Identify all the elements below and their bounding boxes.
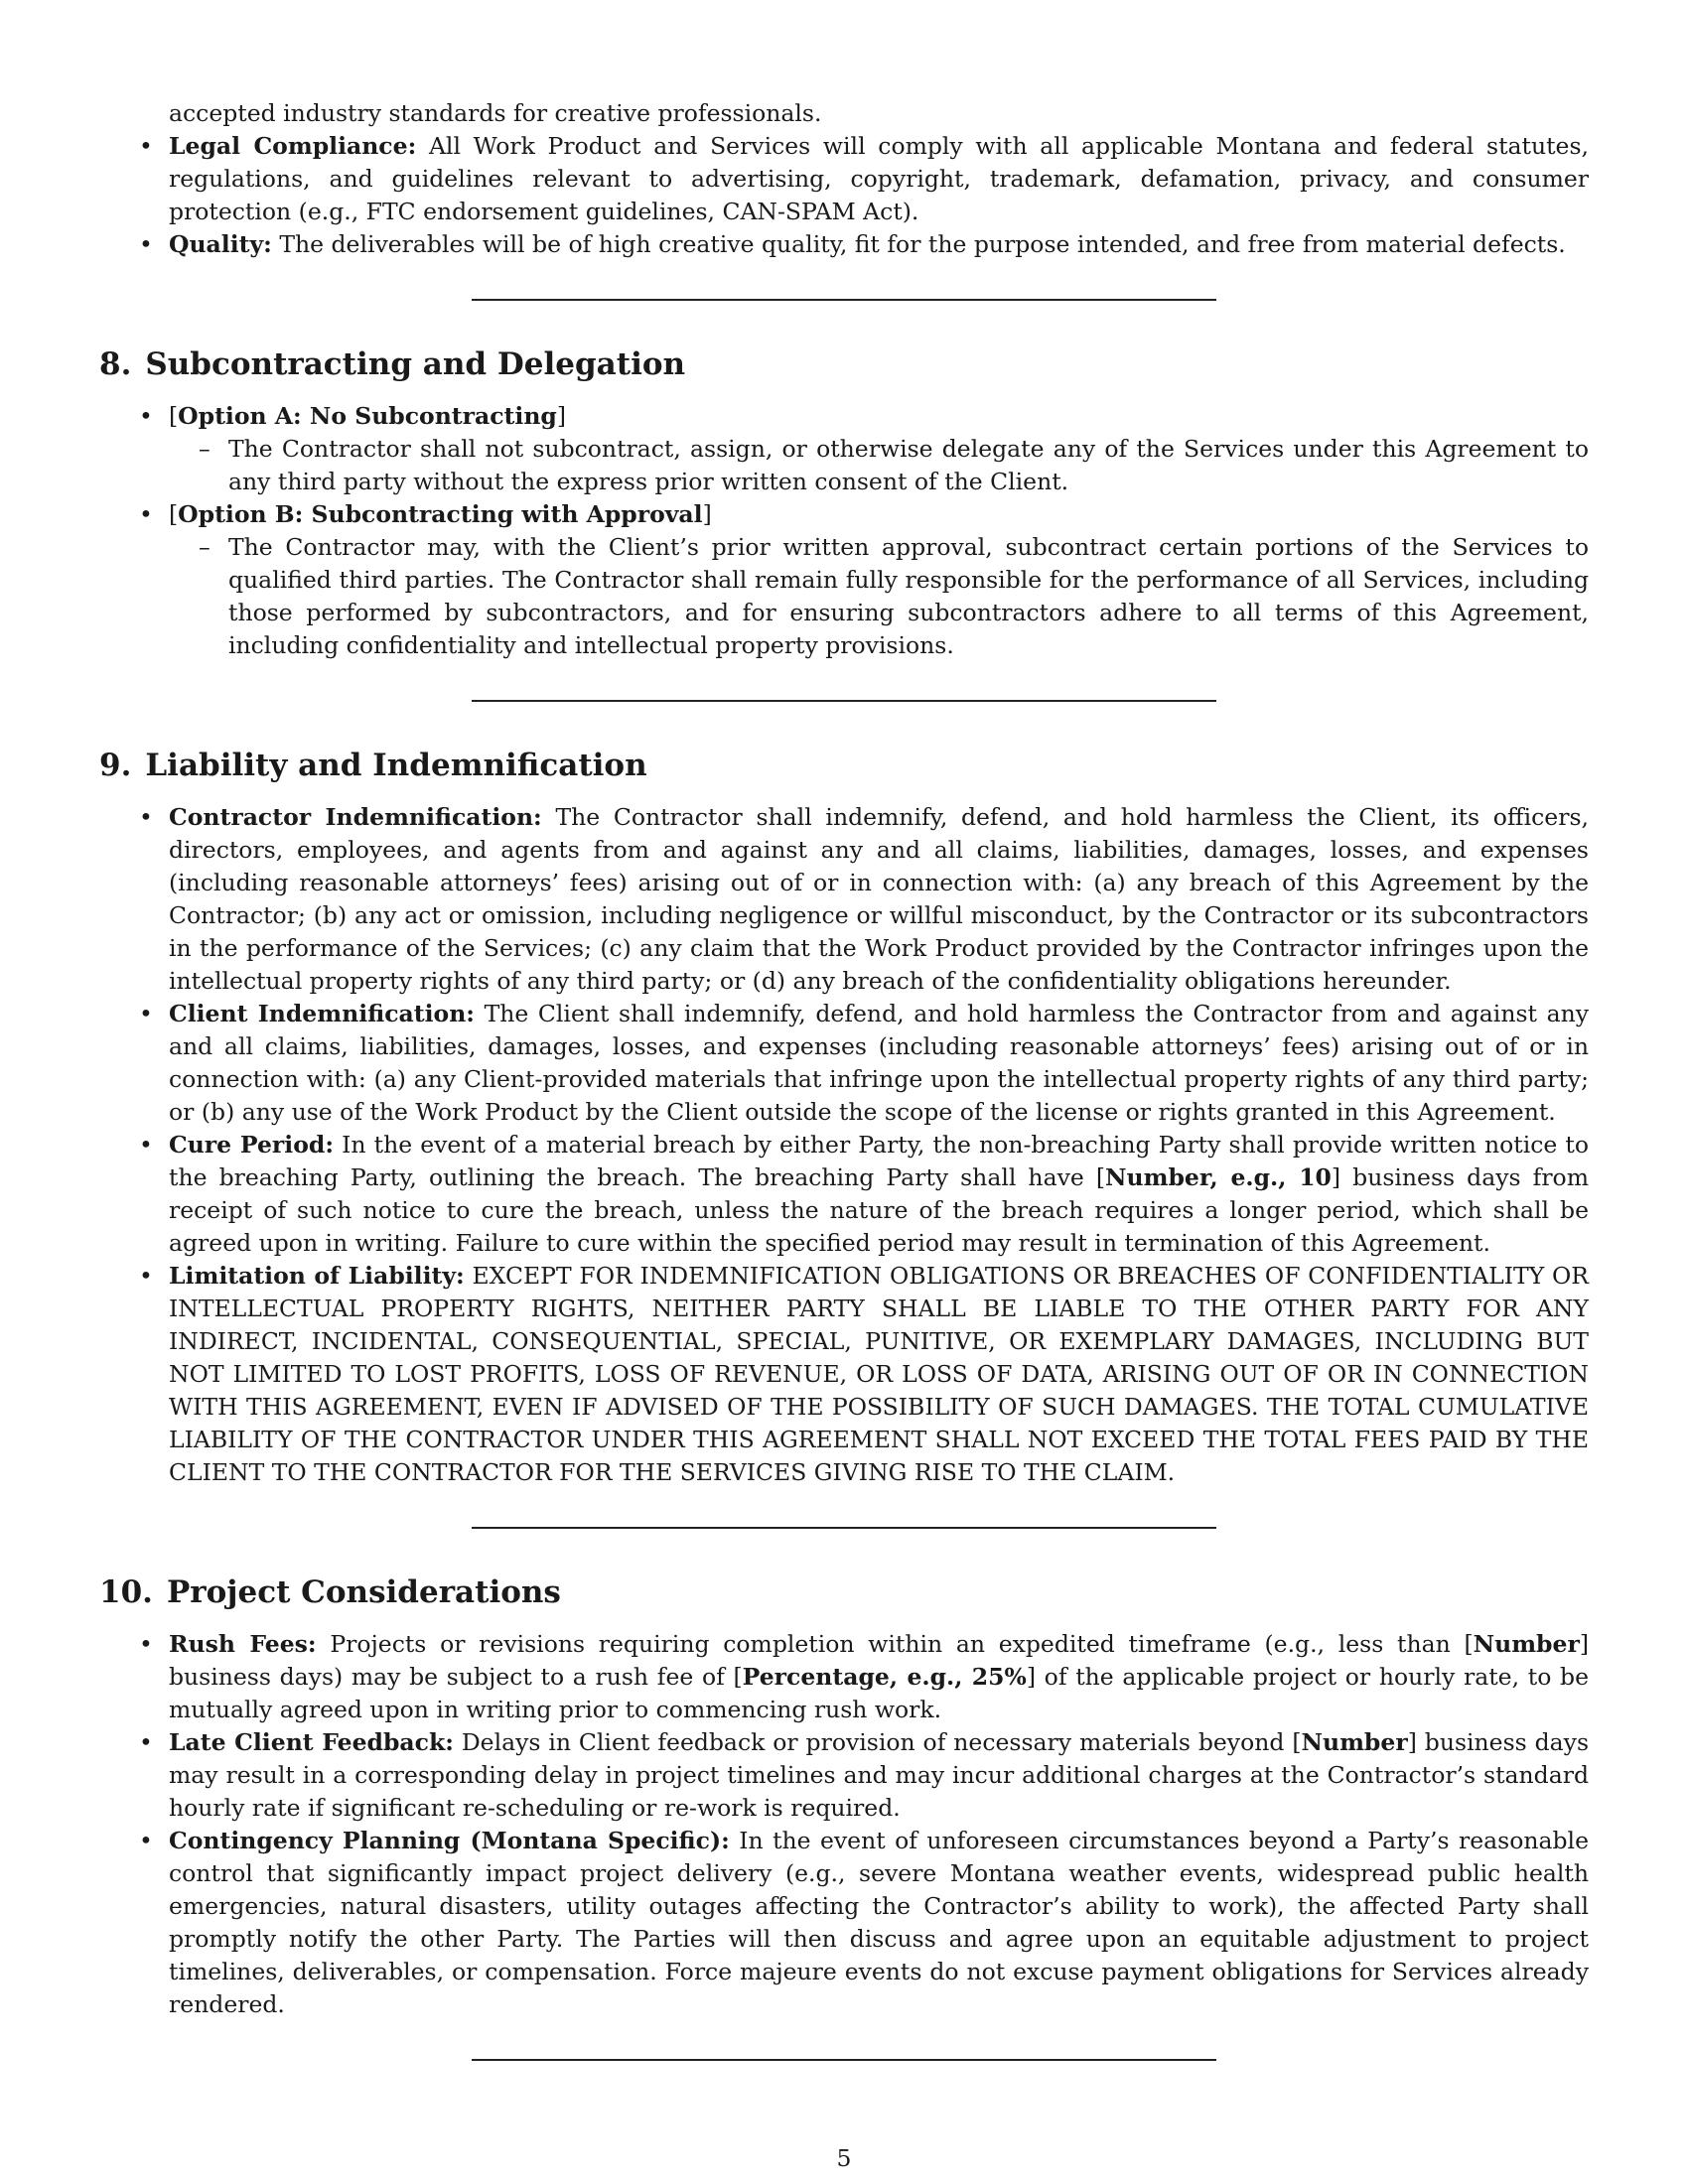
placeholder-field: Number, e.g., 10: [1105, 1163, 1332, 1191]
list-item: [169, 1825, 1589, 2021]
warranty-list: [99, 130, 1589, 261]
placeholder-field: Number: [1473, 1630, 1580, 1658]
option-label: Option A: No Subcontracting: [178, 402, 557, 430]
item-text: The deliverables will be of high creative quality, fit for the purpose intended, and free from material defects.: [279, 230, 1566, 258]
list-item: • Cure Period: In the event of a material breach by either Party, the non-breaching Party shall provide written notice to the breaching Party, outlining the breach. The breaching Party shall have [Number, e.g., 10] business days from receipt of such notice to cure the breach, unless the nature of the breach requires a longer period, which shall be agreed upon in writing. Failure to cure within the specified period may result in termination of this Agreement.: [169, 1129, 1589, 1260]
list-item: • Rush Fees: Projects or revisions requiring completion within an expedited timeframe (e.g., less than [Number] business days) may be subject to a rush fee of [Percentage, e.g., 25%] of the applicable project or hourly rate, to be mutually agreed upon in writing prior to commencing rush work.: [169, 1628, 1589, 1726]
item-text: The Contractor shall indemnify, defend, and hold harmless the Client, its officers, directors, employees, and agents from and against any and all claims, liabilities, damages, losses, and expenses (including reasonable attorneys’ fees) arising out of or in connection with: (a) any breach of this Agreement by the Contractor; (b) any act or omission, including negligence or willful misconduct, by the Contractor or its subcontractors in the performance of the Services; (c) any claim that the Work Product provided by the Contractor infringes upon the intellectual property rights of any third party; or (d) any breach of the confidentiality obligations hereunder.: [169, 803, 1589, 995]
list-item: • [Option B: Subcontracting with Approval] – The Contractor may, with the Client’s prior written approval, subcontract certain portions of the Services to qualified third parties. The Contractor shall remain fully responsible for the performance of all Services, including those performed by subcontractors, and for ensuring subcontractors adhere to all terms of this Agreement, including confidentiality and intellectual property provisions.: [169, 498, 1589, 662]
liability-list: [99, 801, 1589, 1489]
project-considerations-list: [99, 1628, 1589, 2021]
list-item: [169, 801, 1589, 998]
section-heading-9: 9. Liability and Indemnification: [99, 748, 647, 783]
option-text: – The Contractor shall not subcontract, assign, or otherwise delegate any of the Services under this Agreement to any third party without the express prior written consent of the Client.: [228, 433, 1589, 498]
item-label: Limitation of Liability:: [169, 1262, 465, 1290]
section-heading-10: 10. Project Considerations: [99, 1574, 561, 1610]
placeholder-field: Percentage, e.g., 25%: [742, 1663, 1027, 1691]
subcontracting-options: [99, 400, 1589, 662]
list-item: • [Option A: No Subcontracting] – The Contractor shall not subcontract, assign, or otherwise delegate any of the Services under this Agreement to any third party without the express prior written consent of the Client.: [169, 400, 1589, 498]
section-heading-8: 8. Subcontracting and Delegation: [99, 346, 686, 382]
section-divider: [472, 700, 1216, 702]
item-label: Contractor Indemnification:: [169, 803, 542, 831]
item-text: The Client shall indemnify, defend, and hold harmless the Contractor from and against any and all claims, liabilities, damages, losses, and expenses (including reasonable attorneys’ fees) arising out of or in connection with: (a) any Client-provided materials that infringe upon the intellectual property rights of any third party; or (b) any use of the Work Product by the Client outside the scope of the license or rights granted in this Agreement.: [169, 1000, 1589, 1126]
section-divider: [472, 299, 1216, 301]
list-item: [169, 998, 1589, 1129]
list-item: [169, 1260, 1589, 1489]
placeholder-field: Number: [1301, 1728, 1408, 1756]
continued-text: accepted industry standards for creative professionals.: [169, 99, 822, 127]
item-label: Late Client Feedback:: [169, 1728, 454, 1756]
page-number: 5: [836, 2144, 852, 2172]
item-label: Client Indemnification:: [169, 1000, 475, 1027]
item-label: Cure Period:: [169, 1131, 335, 1159]
section-divider: [472, 2059, 1216, 2061]
item-text: In the event of unforeseen circumstances beyond a Party’s reasonable control that significantly impact project delivery (e.g., severe Montana weather events, widespread public health emergencies, natural disasters, utility outages affecting the Contractor’s ability to work), the affected Party shall promptly notify the other Party. The Parties will then discuss and agree upon an equitable adjustment to project timelines, deliverables, or compensation. Force majeure events do not excuse payment obligations for Services already rendered.: [169, 1827, 1589, 2018]
option-text: – The Contractor may, with the Client’s prior written approval, subcontract certain portions of the Services to qualified third parties. The Contractor shall remain fully responsible for the performance of all Services, including those performed by subcontractors, and for ensuring subcontractors adhere to all terms of this Agreement, including confidentiality and intellectual property provisions.: [228, 531, 1589, 662]
section-divider: [472, 1527, 1216, 1529]
item-label: Legal Compliance:: [169, 132, 417, 160]
item-text: All Work Product and Services will comply with all applicable Montana and federal statutes, regulations, and guidelines relevant to advertising, copyright, trademark, defamation, privacy, and consumer protection (e.g., FTC endorsement guidelines, CAN-SPAM Act).: [169, 132, 1589, 225]
list-item: [169, 130, 1589, 228]
list-item: [169, 228, 1589, 261]
option-label: Option B: Subcontracting with Approval: [178, 500, 703, 528]
list-item: • Late Client Feedback: Delays in Client feedback or provision of necessary materials beyond [Number] business days may result in a corresponding delay in project timelines and may incur additional charges at the Contractor’s standard hourly rate if significant re-scheduling or re-work is required.: [169, 1726, 1589, 1825]
item-label: Rush Fees:: [169, 1630, 317, 1658]
item-text: EXCEPT FOR INDEMNIFICATION OBLIGATIONS OR BREACHES OF CONFIDENTIALITY OR INTELLECTUAL PROPERTY RIGHTS, NEITHER PARTY SHALL BE LIABLE TO THE OTHER PARTY FOR ANY INDIRECT, INCIDENTAL, CONSEQUENTIAL, SPECIAL, PUNITIVE, OR EXEMPLARY DAMAGES, INCLUDING BUT NOT LIMITED TO LOST PROFITS, LOSS OF REVENUE, OR LOSS OF DATA, ARISING OUT OF OR IN CONNECTION WITH THIS AGREEMENT, EVEN IF ADVISED OF THE POSSIBILITY OF SUCH DAMAGES. THE TOTAL CUMULATIVE LIABILITY OF THE CONTRACTOR UNDER THIS AGREEMENT SHALL NOT EXCEED THE TOTAL FEES PAID BY THE CLIENT TO THE CONTRACTOR FOR THE SERVICES GIVING RISE TO THE CLAIM.: [169, 1262, 1589, 1486]
item-label: Contingency Planning (Montana Specific):: [169, 1827, 730, 1854]
item-label: Quality:: [169, 230, 272, 258]
